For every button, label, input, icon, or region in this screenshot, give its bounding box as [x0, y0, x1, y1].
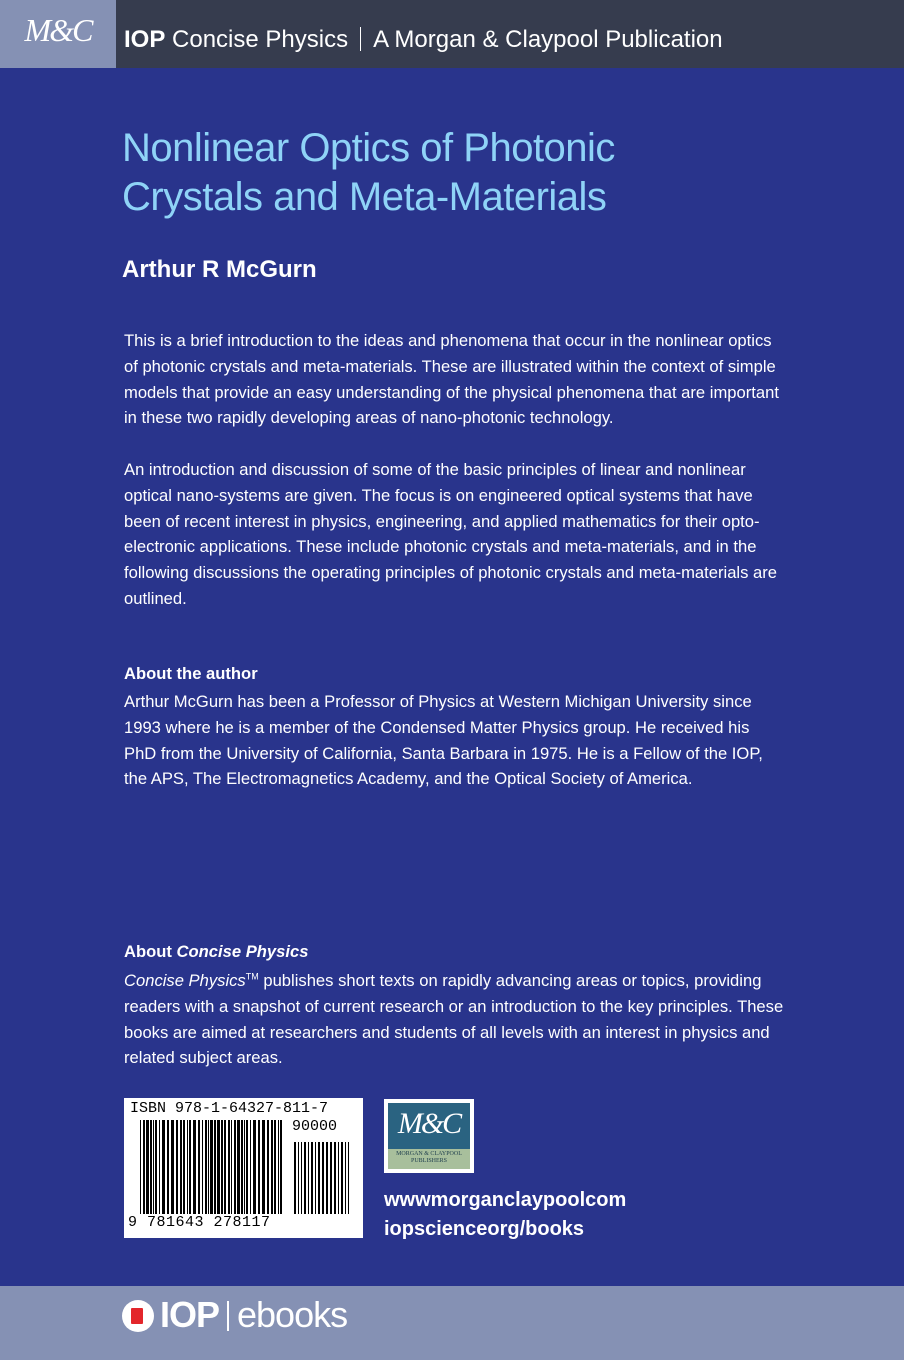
- mc-logo-text: M&C: [24, 12, 92, 48]
- barcode-bar: [143, 1120, 145, 1214]
- about-series-heading-name: Concise Physics: [176, 942, 309, 961]
- publisher-logo-mark: M&C: [397, 1107, 461, 1140]
- barcode-bar: [262, 1120, 265, 1214]
- addon-bar: [311, 1142, 313, 1214]
- footer-product: ebooks: [237, 1294, 348, 1335]
- publisher-logo-name-line2: PUBLISHERS: [410, 1158, 447, 1164]
- barcode-bar: [271, 1120, 273, 1214]
- publisher-logo-name: [388, 1151, 470, 1165]
- barcode-bar: [217, 1120, 220, 1214]
- iop-logo-red-block: [131, 1308, 143, 1324]
- addon-bar: [338, 1142, 339, 1214]
- trademark-mark: TM: [245, 971, 259, 982]
- barcode-bar: [253, 1120, 256, 1214]
- iopscience-url[interactable]: iopscienceorg/books: [384, 1218, 585, 1240]
- publisher-links: [384, 1186, 626, 1244]
- barcode-bar: [167, 1120, 169, 1214]
- publisher-tagline: A Morgan & Claypool Publication: [373, 26, 723, 53]
- addon-bar: [330, 1142, 332, 1214]
- barcode-bar: [228, 1120, 230, 1214]
- barcode-bar: [202, 1120, 203, 1214]
- about-series-name: Concise Physics: [124, 971, 246, 990]
- barcode-bar: [146, 1120, 149, 1214]
- morgan-claypool-url[interactable]: wwwmorganclaypoolcom: [384, 1189, 627, 1211]
- series-name: Concise Physics: [172, 26, 349, 53]
- mc-logo: [0, 0, 116, 68]
- addon-bar: [345, 1142, 346, 1214]
- barcode-bar: [244, 1120, 245, 1214]
- barcode-bar: [180, 1120, 182, 1214]
- header-divider: [360, 27, 361, 51]
- addon-bar: [315, 1142, 316, 1214]
- about-series-heading-prefix: About: [124, 942, 177, 961]
- barcode-bar: [155, 1120, 157, 1214]
- addon-bar: [334, 1142, 336, 1214]
- addon-bar: [348, 1142, 349, 1214]
- barcode-bar: [176, 1120, 178, 1214]
- addon-bar: [294, 1142, 296, 1214]
- book-title-line1: Nonlinear Optics of Photonic: [122, 126, 615, 170]
- barcode-bar: [234, 1120, 236, 1214]
- barcode-bar: [208, 1120, 209, 1214]
- barcode-bar: [221, 1120, 223, 1214]
- barcode-bar: [241, 1120, 243, 1214]
- barcode-bar: [193, 1120, 196, 1214]
- barcode-bar: [140, 1120, 141, 1214]
- barcode-bar: [210, 1120, 213, 1214]
- publisher-logo: [384, 1099, 474, 1173]
- publisher-logo-name-line1: MORGAN & CLAYPOOL: [396, 1151, 462, 1157]
- barcode-bars: [140, 1120, 352, 1216]
- series-brand: IOP: [124, 26, 166, 53]
- barcode-bar: [171, 1120, 174, 1214]
- barcode-bar: [224, 1120, 226, 1214]
- addon-bar: [298, 1142, 299, 1214]
- blurb-paragraph-1: This is a brief introduction to the ideas and phenomena that occur in the nonlinear optics of photonic crystals and meta-materials. These are illustrated within the context of simple models that provide an easy understanding of the physical phenomena that are important in these two rapidly developing areas of nano-photonic technology.: [124, 331, 779, 428]
- footer-divider: [227, 1301, 229, 1331]
- barcode-bar: [258, 1120, 260, 1214]
- about-series-text: [124, 968, 784, 1071]
- barcode-bar: [246, 1120, 248, 1214]
- barcode-bar: [162, 1120, 165, 1214]
- barcode-bar: [189, 1120, 191, 1214]
- barcode-bar: [150, 1120, 152, 1214]
- barcode-bar: [274, 1120, 276, 1214]
- addon-bar: [308, 1142, 309, 1214]
- addon-bar: [318, 1142, 320, 1214]
- barcode-bar: [237, 1120, 240, 1214]
- barcode-bar: [278, 1120, 279, 1214]
- barcode-bar: [280, 1120, 282, 1214]
- publisher-logo-panel: [388, 1103, 470, 1169]
- footer-brand: IOP: [160, 1294, 220, 1335]
- barcode-bar: [198, 1120, 200, 1214]
- iop-logo-icon: [122, 1300, 154, 1332]
- isbn-barcode: [124, 1098, 363, 1238]
- addon-bar: [304, 1142, 306, 1214]
- book-title: [122, 124, 822, 222]
- barcode-bar: [159, 1120, 160, 1214]
- addon-bar: [326, 1142, 328, 1214]
- series-line: [124, 24, 723, 56]
- about-author-text: Arthur McGurn has been a Professor of Physics at Western Michigan University since 1993 where he is a member of the Condensed Matter Physics group. He received his PhD from the University of California, Santa Barbara in 1975. He is a Fellow of the IOP, the APS, The Electromagnetics Academy, and the Optical Society of America.: [124, 692, 763, 789]
- addon-bar: [301, 1142, 302, 1214]
- book-title-line2: Crystals and Meta-Materials: [122, 175, 607, 219]
- barcode-bar: [231, 1120, 232, 1214]
- barcode-bar: [267, 1120, 269, 1214]
- ean-digits: 9 781643 278117: [128, 1214, 271, 1231]
- addon-bar: [341, 1142, 343, 1214]
- about-series-body: publishes short texts on rapidly advancing areas or topics, providing readers with a snapshot of current research or an introduction to the key principles. These books are aimed at researchers and students of all levels with an interest in physics and related subject areas.: [124, 971, 784, 1068]
- isbn-label: ISBN 978-1-64327-811-7: [130, 1100, 329, 1117]
- barcode-bar: [183, 1120, 185, 1214]
- barcode-bar: [205, 1120, 207, 1214]
- footer-brand-line: [160, 1294, 347, 1336]
- blurb-paragraph-2: An introduction and discussion of some of the basic principles of linear and nonlinear optical nano-systems are given. The focus is on engineered optical systems that have been of recent interest in physics, engineering, and applied mathematics for their opto-electronic applications. These include photonic crystals and meta-materials, and in the following discussions the operating principles of photonic crystals and meta-materials are outlined.: [124, 460, 778, 608]
- price-addon: 90000: [292, 1118, 338, 1135]
- about-author-heading: About the author: [124, 664, 258, 683]
- header-bar: [0, 0, 904, 68]
- about-series-heading: [124, 942, 308, 962]
- barcode-bar: [187, 1120, 188, 1214]
- addon-bar: [322, 1142, 324, 1214]
- barcode-bar: [250, 1120, 251, 1214]
- barcode-bar: [214, 1120, 216, 1214]
- book-author: Arthur R McGurn: [122, 256, 317, 283]
- barcode-bar: [153, 1120, 154, 1214]
